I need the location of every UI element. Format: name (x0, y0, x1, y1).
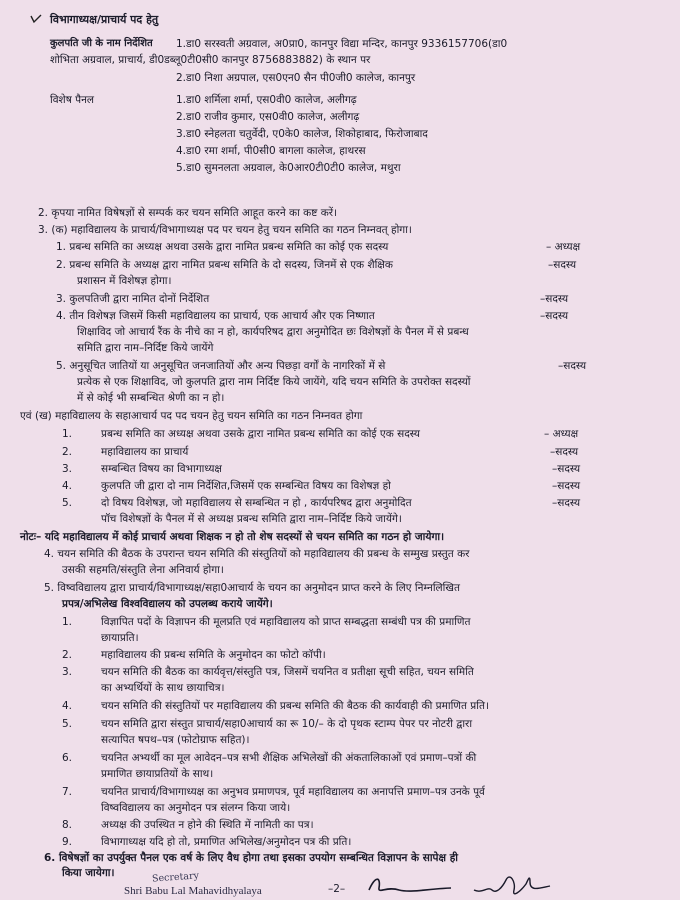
list-number: 3. (62, 666, 73, 678)
institution-stamp: Shri Babu Lal Mahavidhyalaya (124, 885, 262, 897)
list-number: 9. (62, 836, 73, 848)
list-number: 7. (62, 786, 73, 798)
secretary-stamp: Secretary (151, 870, 200, 885)
list-number: 6. (62, 752, 73, 764)
committee-b-line-5b: पॉच विशेषज्ञों के पैनल में से अध्यक्ष प्रबन्ध समिति द्वारा नाम–निर्दिष्ट किये जायेंगे। (101, 513, 402, 525)
section-6: 6. विषेषज्ञों का उपर्युक्त पैनल एक वर्ष के लिए वैध होगा तथा इसका उपयोग सम्बन्धित विज्ञापन के सापेक्ष ही (44, 852, 458, 864)
doc-item-cont: प्रमाणित छायाप्रतियों के साथ। (101, 768, 214, 780)
role-label: –सदस्य (552, 480, 581, 492)
list-number: 1. (62, 616, 73, 628)
panel-item: 2.डा0 राजीव कुमार, एस0वी0 कालेज, अलीगढ़ (176, 111, 360, 123)
committee-b-line-3: सम्बन्धित विषय का विभागाध्यक्ष (101, 463, 222, 475)
committee-a-line-1: 1. प्रबन्ध समिति का अध्यक्ष अथवा उसके द्वारा नामित प्रबन्ध समिति का कोई एक सदस्य (56, 241, 389, 253)
role-label: –सदस्य (540, 293, 569, 305)
doc-item-cont: सत्यापित षपथ–पत्र (फोटोग्राफ सहित)। (101, 734, 250, 746)
section-3-intro: 3. (क) महाविद्यालय के प्राचार्य/विभागाध्यक्ष पद पर चयन हेतु चयन समिति का गठन निम्नवत् होगा। (38, 224, 412, 236)
doc-item-cont: विष्वविद्यालय का अनुमोदन पत्र संलग्न किया जाये। (101, 802, 291, 814)
committee-a-line-5b: प्रत्येक से एक शिक्षाविद, जो कुलपति द्वारा नाम निर्दिष्ट किये जायेंगे, यदि चयन समिति के उपरोक्त सदस्यों (77, 376, 471, 388)
doc-item: महाविद्यालय की प्रबन्ध समिति के अनुमोदन का फोटो कॉपी। (101, 649, 326, 661)
committee-a-line-3: 3. कुलपतिजी द्वारा नामित दोनों निर्देशित (56, 293, 210, 305)
corner-check-mark (30, 14, 42, 24)
list-number: 4. (62, 480, 73, 492)
panel-item: 1.डा0 शर्मिला शर्मा, एस0वी0 कालेज, अलीगढ़ (176, 94, 357, 106)
doc-item: विभागाध्यक्ष यदि हो तो, प्रमाणित अभिलेख/अनुमोदन पत्र की प्रति। (101, 836, 352, 848)
section-4: 4. चयन समिति की बैठक के उपरान्त चयन समिति की संस्तुतियों को महाविद्यालय की प्रबन्ध के सम्मुख प्रस्तुत कर (44, 548, 470, 560)
list-number: 4. (62, 700, 73, 712)
committee-b-line-2: महाविद्यालय का प्राचार्य (101, 446, 189, 458)
doc-heading: विभागाध्यक्ष/प्राचार्य पद हेतु (50, 13, 159, 26)
role-label: –सदस्य (550, 446, 579, 458)
panel-label: विशेष पैनल (50, 94, 95, 106)
committee-a-line-5: 5. अनुसूचित जातियों या अनुसूचित जनजातियों और अन्य पिछड़ा वर्गों के नागरिकों में से (56, 360, 386, 372)
panel-item: 3.डा0 स्नेहलता चतुर्वेदी, ए0के0 कालेज, शिकोहाबाद, फिरोजाबाद (176, 128, 428, 140)
role-label: –सदस्य (558, 360, 587, 372)
committee-a-line-4b: शिक्षाविद जो आचार्य रैंक के नीचे का न हो, कार्यपरिषद द्वारा अनुमोदित छः विशेषज्ञों के पैनल में से प्रबन्ध (77, 326, 469, 338)
note: नोटः– यदि महाविद्यालय में कोई प्राचार्य अथवा शिक्षक न हो तो शेष सदस्यों से चयन समिति का गठन हो जायेगा। (20, 531, 445, 543)
role-label: – अध्यक्ष (544, 428, 579, 440)
role-label: –सदस्य (552, 463, 581, 475)
signature-1 (365, 872, 455, 898)
section-5-cont: प्रपत्र/अभिलेख विश्वविद्यालय को उपलब्ध कराये जायेंगे। (62, 598, 273, 610)
role-label: –सदस्य (548, 259, 577, 271)
committee-b-line-1: प्रबन्ध समिति का अध्यक्ष अथवा उसके द्वारा नामित प्रबन्ध समिति का कोई एक सदस्य (101, 428, 420, 440)
committee-a-line-2b: प्रशासन में विशेषज्ञ होगा। (77, 275, 172, 287)
committee-b-line-4: कुलपति जी द्वारा दो नाम निर्देशित,जिसमें एक सम्बन्धित विषय का विशेषज्ञ हो (101, 480, 391, 492)
signature-2 (470, 868, 555, 900)
nominee-1-line-a: 1.डा0 सरस्वती अग्रवाल, अ0प्रा0, कानपुर विद्या मन्दिर, कानपुर 9336157706(डा0 (176, 38, 508, 50)
list-number: 5. (62, 718, 73, 730)
panel-item: 4.डा0 रमा शर्मा, पी0सी0 बागला कालेज, हाथरस (176, 145, 366, 157)
section-4-cont: उसकी सहमति/संस्तुति लेना अनिवार्य होगा। (62, 564, 224, 576)
role-label: – अध्यक्ष (546, 241, 581, 253)
list-number: 5. (62, 497, 73, 509)
nominee-1-line-b: शोभिता अग्रवाल, प्राचार्य, डी0डब्लू0टी0सी0 कानपुर 8756883882) के स्थान पर (50, 54, 371, 66)
list-number: 2. (62, 446, 73, 458)
role-label: –सदस्य (552, 497, 581, 509)
list-number: 2. (62, 649, 73, 661)
doc-item-cont: का अभ्यर्थियों के साथ छायाचित्र। (101, 682, 225, 694)
doc-item: चयनित प्राचार्य/विभागाध्यक्ष का अनुभव प्रमाणपत्र, पूर्व महाविद्यालय का अनापत्ति प्रमाण–पत्र उनके पूर्व (101, 786, 485, 798)
list-number: 8. (62, 819, 73, 831)
committee-a-line-4: 4. तीन विशेषज्ञ जिसमें किसी महाविद्यालय का प्राचार्य, एक आचार्य और एक निष्णात (56, 310, 375, 322)
doc-item: चयनित अभ्यर्थी का मूल आवेदन–पत्र सभी शैक्षिक अभिलेखों की अंकतालिकाओं एवं प्रमाण–पत्रों की (101, 752, 477, 764)
section-kha-intro: एवं (ख) महाविद्यालय के सहाआचार्य पद पद चयन हेतु चयन समिति का गठन निम्नवत होगा (20, 410, 363, 422)
doc-item: चयन समिति की संस्तुतियों पर महाविद्यालय की प्रबन्ध समिति की बैठक की कार्यवाही की प्रमाणित प्रति। (101, 700, 489, 712)
role-label: –सदस्य (540, 310, 569, 322)
page-number: –2– (328, 883, 346, 895)
panel-item: 5.डा0 सुमनलता अग्रवाल, के0आर0टी0टी0 कालेज, मथुरा (176, 162, 401, 174)
nominee-label: कुलपति जी के नाम निर्देशित (50, 38, 153, 49)
committee-a-line-4c: समिति द्वारा नाम–निर्दिष्ट किये जायेंगे (77, 342, 214, 354)
committee-a-line-5c: में से कोई भी सम्बन्धित श्रेणी का न हो। (77, 392, 225, 404)
nominee-2: 2.डा0 निशा अग्रपाल, एस0एन0 सैन पी0जी0 कालेज, कानपुर (176, 72, 416, 84)
doc-item-cont: छायाप्रति। (101, 632, 139, 644)
section-6-cont: किया जायेगा। (62, 867, 115, 879)
section-5: 5. विष्वविद्यालय द्वारा प्राचार्य/विभागाध्यक्ष/सहा0आचार्य के चयन का अनुमोदन प्राप्त करने के लिए निम्नलिखित (44, 582, 460, 594)
doc-item: अध्यक्ष की उपस्थित न होने की स्थिति में नामिती का पत्र। (101, 819, 314, 831)
doc-item: विज्ञापित पदों के विज्ञापन की मूलप्रति एवं महाविद्यालय को प्राप्त सम्बद्धता सम्बंधी पत्र की प्रमाणित (101, 616, 471, 628)
committee-a-line-2: 2. प्रबन्ध समिति के अध्यक्ष द्वारा नामित प्रबन्ध समिति के दो सदस्य, जिनमें से एक शैक्षिक (56, 259, 393, 271)
list-number: 3. (62, 463, 73, 475)
doc-item: चयन समिति द्वारा संस्तुत प्राचार्य/सहा0आचार्य का रू 10/– के दो पृथक स्टाम्प पेपर पर नोटरी द्वारा (101, 718, 473, 730)
section-2: 2. कृपया नामित विषेषज्ञों से सम्पर्क कर चयन समिति आहूत करने का कष्ट करें। (38, 207, 338, 219)
committee-b-line-5: दो विषय विशेषज्ञ, जो महाविद्यालय से सम्बन्धित न हो , कार्यपरिषद द्वारा अनुमोदित (101, 497, 412, 509)
list-number: 1. (62, 428, 73, 440)
doc-item: चयन समिति की बैठक का कार्यवृत्त/संस्तुति पत्र, जिसमें चयनित व प्रतीक्षा सूची सहित, चयन समिति (101, 666, 474, 678)
